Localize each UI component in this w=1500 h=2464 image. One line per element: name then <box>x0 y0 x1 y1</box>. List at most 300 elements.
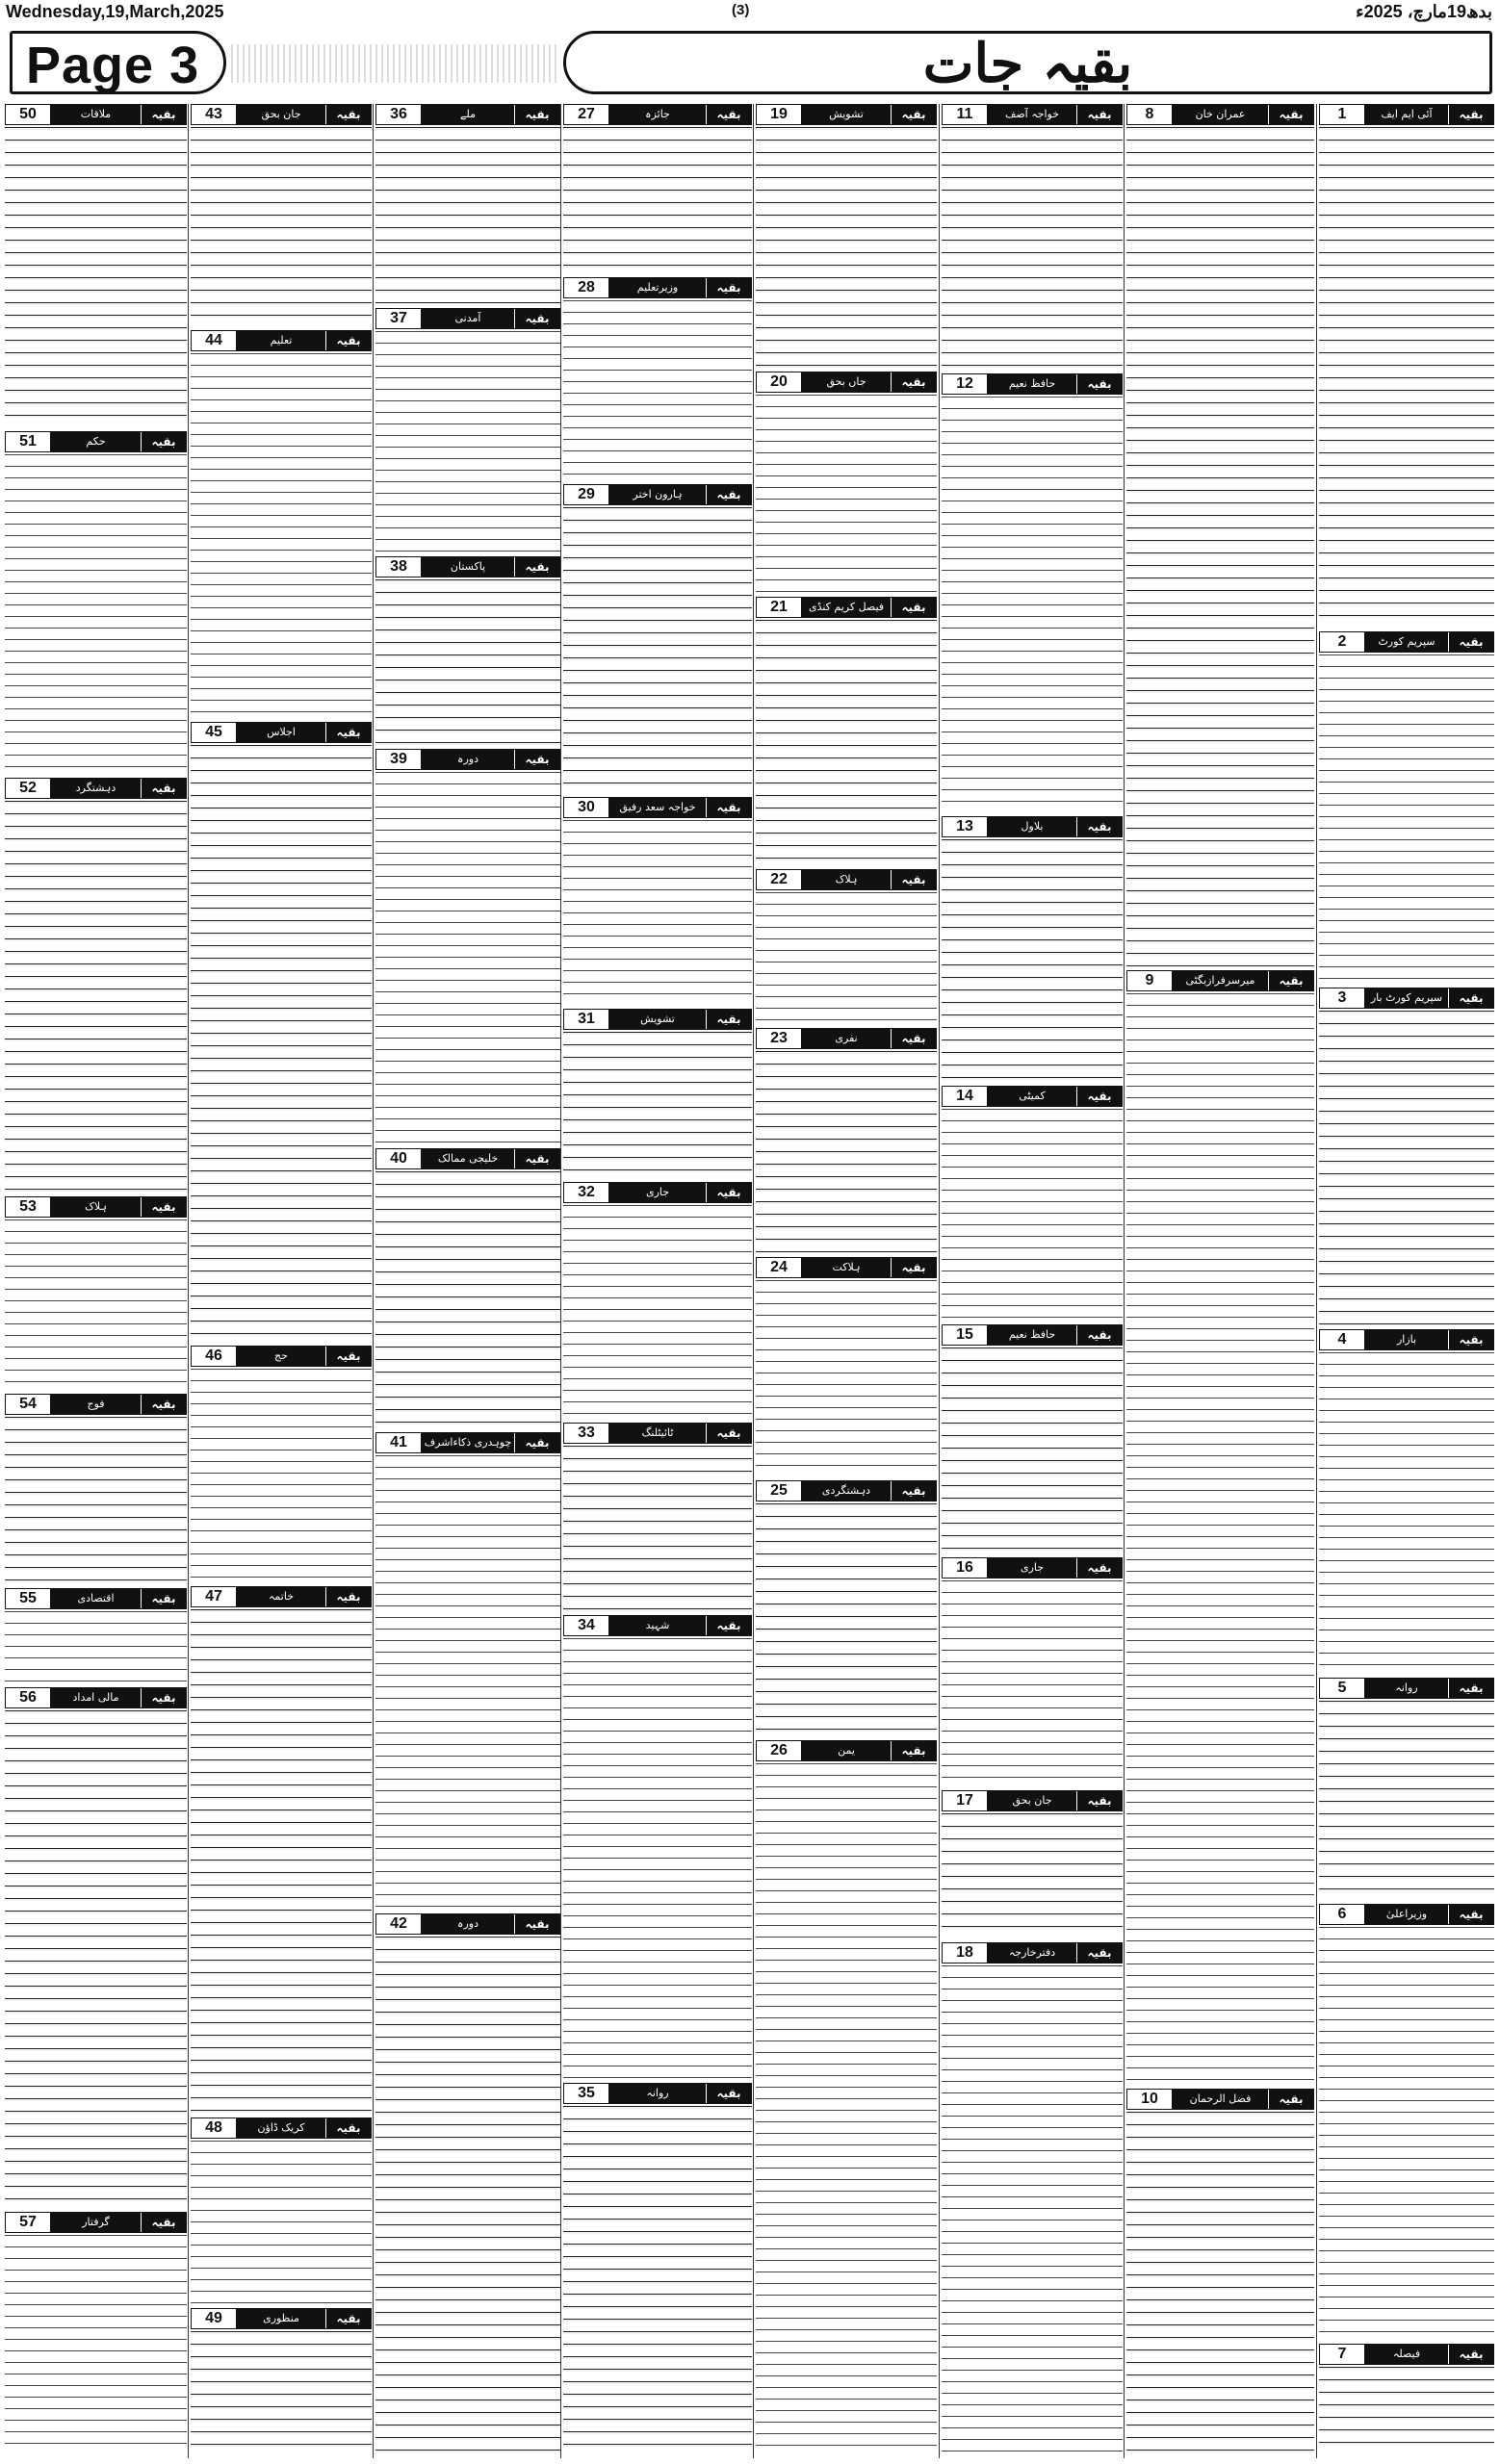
continuation-section-13 <box>942 816 1123 1082</box>
article-text-block <box>756 1503 937 1736</box>
continuation-section-11 <box>942 104 1123 370</box>
continuation-section-2 <box>1319 631 1494 984</box>
section-tag: بقیہ <box>891 372 936 392</box>
section-tag: بقیہ <box>706 798 751 817</box>
section-header <box>375 749 560 770</box>
section-number: 47 <box>192 1587 237 1606</box>
article-text-block <box>1319 127 1494 628</box>
section-header <box>942 104 1123 125</box>
section-keyword: دہشتگرد <box>51 779 141 798</box>
continuation-section-33 <box>563 1423 752 1611</box>
section-header <box>563 104 752 125</box>
continuation-section-3 <box>1319 988 1494 1325</box>
section-tag: بقیہ <box>325 1347 371 1366</box>
article-text-block <box>756 1051 937 1253</box>
continuation-section-28 <box>563 277 752 480</box>
section-number: 31 <box>564 1010 609 1029</box>
section-tag: بقیہ <box>141 1395 186 1414</box>
section-header <box>191 1346 372 1367</box>
column-divider <box>373 104 374 2458</box>
continuation-section-53 <box>5 1196 187 1390</box>
section-number: 18 <box>943 1943 988 1963</box>
column-divider <box>188 104 189 2458</box>
section-keyword: پاکستان <box>422 557 514 577</box>
section-keyword: روانہ <box>609 2084 706 2103</box>
section-header <box>191 1586 372 1607</box>
continuation-section-39 <box>375 749 560 1144</box>
section-header <box>942 1790 1123 1811</box>
section-keyword: حافظ نعیم <box>988 374 1076 394</box>
section-header <box>1319 1904 1494 1925</box>
section-keyword: سپریم کورٹ <box>1365 632 1448 652</box>
article-text-block <box>563 1032 752 1178</box>
continuation-section-26 <box>756 1740 937 2454</box>
article-text-block <box>1319 1352 1494 1674</box>
section-keyword: حکم <box>51 432 141 451</box>
section-tag: بقیہ <box>1268 971 1313 990</box>
continuation-section-4 <box>1319 1329 1494 1674</box>
article-text-block <box>942 397 1123 812</box>
section-number: 10 <box>1127 2090 1173 2109</box>
continuation-section-41 <box>375 1432 560 1910</box>
section-number: 3 <box>1320 988 1365 1008</box>
section-header <box>1126 104 1314 125</box>
section-header <box>942 816 1123 837</box>
section-tag: بقیہ <box>891 1029 936 1048</box>
section-header <box>756 1257 937 1278</box>
article-text-block <box>1126 993 1314 2085</box>
section-tag: بقیہ <box>1076 1791 1122 1810</box>
continuation-section-8 <box>1126 104 1314 966</box>
article-text-block <box>375 1937 560 2454</box>
section-tag: بقیہ <box>325 1587 371 1606</box>
continuation-section-40 <box>375 1148 560 1428</box>
section-number: 14 <box>943 1087 988 1106</box>
section-number: 51 <box>6 432 51 451</box>
continuation-section-1 <box>1319 104 1494 628</box>
section-number: 48 <box>192 2118 237 2138</box>
continuation-section-23 <box>756 1028 937 1253</box>
section-header <box>1126 970 1314 991</box>
section-header <box>191 2118 372 2139</box>
section-keyword: سپریم کورٹ بار <box>1365 988 1448 1008</box>
continuation-section-6 <box>1319 1904 1494 2340</box>
section-number: 21 <box>757 598 802 617</box>
article-text-block <box>5 454 187 774</box>
article-text-block <box>5 1710 187 2208</box>
section-number: 42 <box>376 1914 422 1934</box>
section-header <box>942 1942 1123 1964</box>
section-keyword: حج <box>237 1347 325 1366</box>
section-tag: بقیہ <box>891 870 936 889</box>
article-text-block <box>563 1446 752 1611</box>
section-tag: بقیہ <box>1448 632 1493 652</box>
section-keyword: فیصلہ <box>1365 2345 1448 2364</box>
section-keyword: جاری <box>609 1183 706 1202</box>
section-keyword: کریک ڈاؤن <box>237 2118 325 2138</box>
section-header <box>756 597 937 618</box>
section-keyword: ملے <box>422 105 514 124</box>
section-header <box>756 372 937 393</box>
continuation-section-42 <box>375 1913 560 2454</box>
section-header <box>1319 1678 1494 1699</box>
article-text-block <box>942 127 1123 370</box>
article-text-block <box>375 772 560 1144</box>
section-header <box>375 104 560 125</box>
section-header <box>375 1432 560 1453</box>
section-tag: بقیہ <box>706 1010 751 1029</box>
continuation-section-56 <box>5 1687 187 2208</box>
article-text-block <box>563 1638 752 2079</box>
continuation-section-54 <box>5 1394 187 1584</box>
section-number: 24 <box>757 1258 802 1277</box>
continuation-section-46 <box>191 1346 372 1582</box>
article-text-block <box>563 507 752 793</box>
continuation-section-5 <box>1319 1678 1494 1900</box>
section-keyword: ہارون اختر <box>609 485 706 504</box>
page-title: بقیہ جات <box>563 31 1492 94</box>
continuation-section-24 <box>756 1257 937 1476</box>
section-keyword: منظوری <box>237 2309 325 2328</box>
section-tag: بقیہ <box>706 1424 751 1443</box>
article-text-block <box>191 1369 372 1582</box>
section-header <box>756 1028 937 1049</box>
section-tag: بقیہ <box>514 750 559 769</box>
section-header <box>563 1615 752 1636</box>
continuation-section-22 <box>756 869 937 1024</box>
section-keyword: وزیرتعلیم <box>609 278 706 297</box>
section-tag: بقیہ <box>325 2118 371 2138</box>
page-header <box>0 27 1500 104</box>
article-text-block <box>942 1965 1123 2454</box>
section-number: 43 <box>192 105 237 124</box>
section-header <box>1126 2089 1314 2110</box>
section-tag: بقیہ <box>1076 1087 1122 1106</box>
section-keyword: اقتصادی <box>51 1589 141 1608</box>
section-keyword: دورہ <box>422 1914 514 1934</box>
section-number: 36 <box>376 105 422 124</box>
section-tag: بقیہ <box>1448 105 1493 124</box>
article-text-block <box>563 300 752 480</box>
section-header <box>5 431 187 452</box>
continuation-section-48 <box>191 2118 372 2304</box>
section-number: 33 <box>564 1424 609 1443</box>
section-tag: بقیہ <box>891 1258 936 1277</box>
section-header <box>1319 104 1494 125</box>
section-tag: بقیہ <box>1268 105 1313 124</box>
article-text-block <box>191 2141 372 2304</box>
section-tag: بقیہ <box>141 1688 186 1707</box>
section-tag: بقیہ <box>891 1741 936 1760</box>
article-text-block <box>5 1219 187 1390</box>
section-tag: بقیہ <box>141 2213 186 2232</box>
article-text-block <box>191 745 372 1342</box>
section-number: 15 <box>943 1325 988 1345</box>
section-header <box>942 1086 1123 1107</box>
news-column-8 <box>5 104 187 2458</box>
section-header <box>1319 631 1494 653</box>
section-number: 19 <box>757 105 802 124</box>
section-tag: بقیہ <box>141 1589 186 1608</box>
article-text-block <box>563 2106 752 2454</box>
section-keyword: چوہدری ذکاءاشرف <box>422 1433 514 1452</box>
section-keyword: وزیراعلیٰ <box>1365 1905 1448 1924</box>
section-number: 37 <box>376 309 422 328</box>
continuation-section-14 <box>942 1086 1123 1321</box>
section-number: 45 <box>192 723 237 742</box>
column-divider <box>560 104 561 2458</box>
article-text-block <box>191 2331 372 2454</box>
article-text-block <box>942 1813 1123 1938</box>
continuation-section-38 <box>375 556 560 745</box>
article-text-block <box>1319 1927 1494 2340</box>
section-number: 46 <box>192 1347 237 1366</box>
article-text-block <box>191 353 372 718</box>
section-keyword: ہلاک <box>802 870 891 889</box>
section-keyword: خاتمہ <box>237 1587 325 1606</box>
section-tag: بقیہ <box>514 105 559 124</box>
news-column-1 <box>1319 104 1494 2458</box>
article-text-block <box>1319 2367 1494 2454</box>
article-text-block <box>5 1611 187 1683</box>
article-text-block <box>375 127 560 304</box>
article-text-block <box>756 1763 937 2454</box>
section-header <box>5 1196 187 1218</box>
section-header <box>756 1480 937 1502</box>
section-tag: بقیہ <box>1448 988 1493 1008</box>
article-text-block <box>191 1609 372 2114</box>
continuation-section-10 <box>1126 2089 1314 2454</box>
section-keyword: اجلاس <box>237 723 325 742</box>
section-number: 44 <box>192 331 237 350</box>
section-number: 32 <box>564 1183 609 1202</box>
continuation-section-51 <box>5 431 187 774</box>
continuation-section-45 <box>191 722 372 1342</box>
article-text-block <box>1126 127 1314 966</box>
section-tag: بقیہ <box>891 105 936 124</box>
section-keyword: ملاقات <box>51 105 141 124</box>
section-keyword: فضل الرحمان <box>1173 2090 1268 2109</box>
section-keyword: جاری <box>988 1558 1076 1578</box>
section-header <box>5 1588 187 1609</box>
section-tag: بقیہ <box>1268 2090 1313 2109</box>
section-keyword: تشویش <box>802 105 891 124</box>
section-header <box>1319 2344 1494 2365</box>
section-tag: بقیہ <box>514 557 559 577</box>
section-header <box>563 277 752 298</box>
continuation-section-47 <box>191 1586 372 2114</box>
column-divider <box>939 104 940 2458</box>
section-header <box>756 1740 937 1761</box>
section-header <box>191 104 372 125</box>
column-divider <box>1316 104 1317 2458</box>
section-keyword: ٹائیٹلنگ <box>609 1424 706 1443</box>
section-keyword: خواجہ سعد رفیق <box>609 798 706 817</box>
section-number: 22 <box>757 870 802 889</box>
section-tag: بقیہ <box>706 2084 751 2103</box>
section-number: 35 <box>564 2084 609 2103</box>
section-keyword: جان بحق <box>988 1791 1076 1810</box>
section-keyword: دورہ <box>422 750 514 769</box>
continuation-section-21 <box>756 597 937 865</box>
section-number: 16 <box>943 1558 988 1578</box>
news-column-7 <box>191 104 372 2458</box>
section-number: 5 <box>1320 1679 1365 1698</box>
section-keyword: مالی امداد <box>51 1688 141 1707</box>
section-keyword: ہلاکت <box>802 1258 891 1277</box>
column-divider <box>1124 104 1125 2458</box>
section-number: 11 <box>943 105 988 124</box>
section-keyword: یمن <box>802 1741 891 1760</box>
section-header <box>375 556 560 578</box>
section-keyword: جان بحق <box>237 105 325 124</box>
section-number: 55 <box>6 1589 51 1608</box>
article-text-block <box>942 1348 1123 1553</box>
article-text-block <box>1319 1011 1494 1325</box>
section-number: 49 <box>192 2309 237 2328</box>
section-tag: بقیہ <box>141 105 186 124</box>
section-tag: بقیہ <box>514 1914 559 1934</box>
article-text-block <box>1319 654 1494 984</box>
section-keyword: جاں بحق <box>802 372 891 392</box>
continuation-section-37 <box>375 308 560 552</box>
header-decoration <box>231 44 558 83</box>
continuation-section-17 <box>942 1790 1123 1938</box>
section-tag: بقیہ <box>325 723 371 742</box>
section-keyword: دفترخارجہ <box>988 1943 1076 1963</box>
page-number: (3) <box>732 2 750 18</box>
section-number: 53 <box>6 1197 51 1217</box>
continuation-section-55 <box>5 1588 187 1683</box>
section-tag: بقیہ <box>1076 1325 1122 1345</box>
section-keyword: تعلیم <box>237 331 325 350</box>
section-number: 56 <box>6 1688 51 1707</box>
section-number: 34 <box>564 1616 609 1635</box>
section-number: 13 <box>943 817 988 836</box>
continuation-section-52 <box>5 778 187 1193</box>
section-tag: بقیہ <box>325 331 371 350</box>
section-keyword: فوج <box>51 1395 141 1414</box>
section-tag: بقیہ <box>514 1433 559 1452</box>
section-number: 20 <box>757 372 802 392</box>
section-number: 52 <box>6 779 51 798</box>
article-text-block <box>1126 2112 1314 2454</box>
section-header <box>563 1009 752 1030</box>
continuation-section-30 <box>563 797 752 1005</box>
continuation-section-31 <box>563 1009 752 1178</box>
continuation-section-15 <box>942 1324 1123 1553</box>
continuation-section-29 <box>563 484 752 793</box>
date-english: Wednesday,19,March,2025 <box>6 2 224 21</box>
section-tag: بقیہ <box>706 105 751 124</box>
article-text-block <box>942 1109 1123 1321</box>
section-header <box>563 1423 752 1444</box>
section-header <box>5 1687 187 1708</box>
section-header <box>563 1182 752 1203</box>
section-number: 29 <box>564 485 609 504</box>
section-header <box>563 484 752 505</box>
section-number: 38 <box>376 557 422 577</box>
section-number: 7 <box>1320 2345 1365 2364</box>
section-tag: بقیہ <box>141 779 186 798</box>
continuation-section-49 <box>191 2308 372 2454</box>
section-header <box>191 330 372 351</box>
section-number: 6 <box>1320 1905 1365 1924</box>
section-keyword: بازار <box>1365 1330 1448 1349</box>
section-tag: بقیہ <box>514 309 559 328</box>
section-number: 23 <box>757 1029 802 1048</box>
continuation-section-36 <box>375 104 560 304</box>
continuation-section-25 <box>756 1480 937 1736</box>
section-header <box>756 869 937 890</box>
section-number: 2 <box>1320 632 1365 652</box>
section-number: 40 <box>376 1149 422 1168</box>
news-column-2 <box>1126 104 1314 2458</box>
continuation-section-34 <box>563 1615 752 2079</box>
section-header <box>5 104 187 125</box>
section-header <box>1319 988 1494 1009</box>
section-number: 57 <box>6 2213 51 2232</box>
section-tag: بقیہ <box>1448 1905 1493 1924</box>
continuation-section-7 <box>1319 2344 1494 2454</box>
section-header <box>5 1394 187 1415</box>
section-keyword: آئی ایم ایف <box>1365 105 1448 124</box>
section-tag: بقیہ <box>141 432 186 451</box>
continuation-section-44 <box>191 330 372 718</box>
section-header <box>942 373 1123 395</box>
section-number: 27 <box>564 105 609 124</box>
article-text-block <box>375 1455 560 1910</box>
section-keyword: عمران خان <box>1173 105 1268 124</box>
section-tag: بقیہ <box>706 1616 751 1635</box>
section-tag: بقیہ <box>706 1183 751 1202</box>
section-keyword: دہشتگردی <box>802 1481 891 1501</box>
section-header <box>563 2083 752 2104</box>
news-column-3 <box>942 104 1123 2458</box>
section-tag: بقیہ <box>1076 105 1122 124</box>
section-number: 54 <box>6 1395 51 1414</box>
article-text-block <box>5 801 187 1193</box>
article-text-block <box>1319 1701 1494 1900</box>
section-number: 26 <box>757 1741 802 1760</box>
section-tag: بقیہ <box>325 2309 371 2328</box>
section-number: 17 <box>943 1791 988 1810</box>
section-tag: بقیہ <box>514 1149 559 1168</box>
section-number: 12 <box>943 374 988 394</box>
section-tag: بقیہ <box>1076 1943 1122 1963</box>
page-label: Page 3 <box>10 31 226 94</box>
section-keyword: تشویش <box>609 1010 706 1029</box>
section-tag: بقیہ <box>891 598 936 617</box>
section-keyword: شہید <box>609 1616 706 1635</box>
article-text-block <box>756 395 937 593</box>
article-text-block <box>5 1417 187 1584</box>
article-text-block <box>375 331 560 552</box>
section-tag: بقیہ <box>706 485 751 504</box>
article-text-block <box>756 127 937 368</box>
section-tag: بقیہ <box>1448 2345 1493 2364</box>
section-keyword: خواجہ آصف <box>988 105 1076 124</box>
section-keyword: نفری <box>802 1029 891 1048</box>
section-number: 39 <box>376 750 422 769</box>
continuation-section-27 <box>563 104 752 273</box>
article-text-block <box>756 1280 937 1476</box>
section-tag: بقیہ <box>706 278 751 297</box>
section-keyword: ہلاک <box>51 1197 141 1217</box>
section-tag: بقیہ <box>891 1481 936 1501</box>
section-number: 9 <box>1127 971 1173 990</box>
news-column-6 <box>375 104 560 2458</box>
